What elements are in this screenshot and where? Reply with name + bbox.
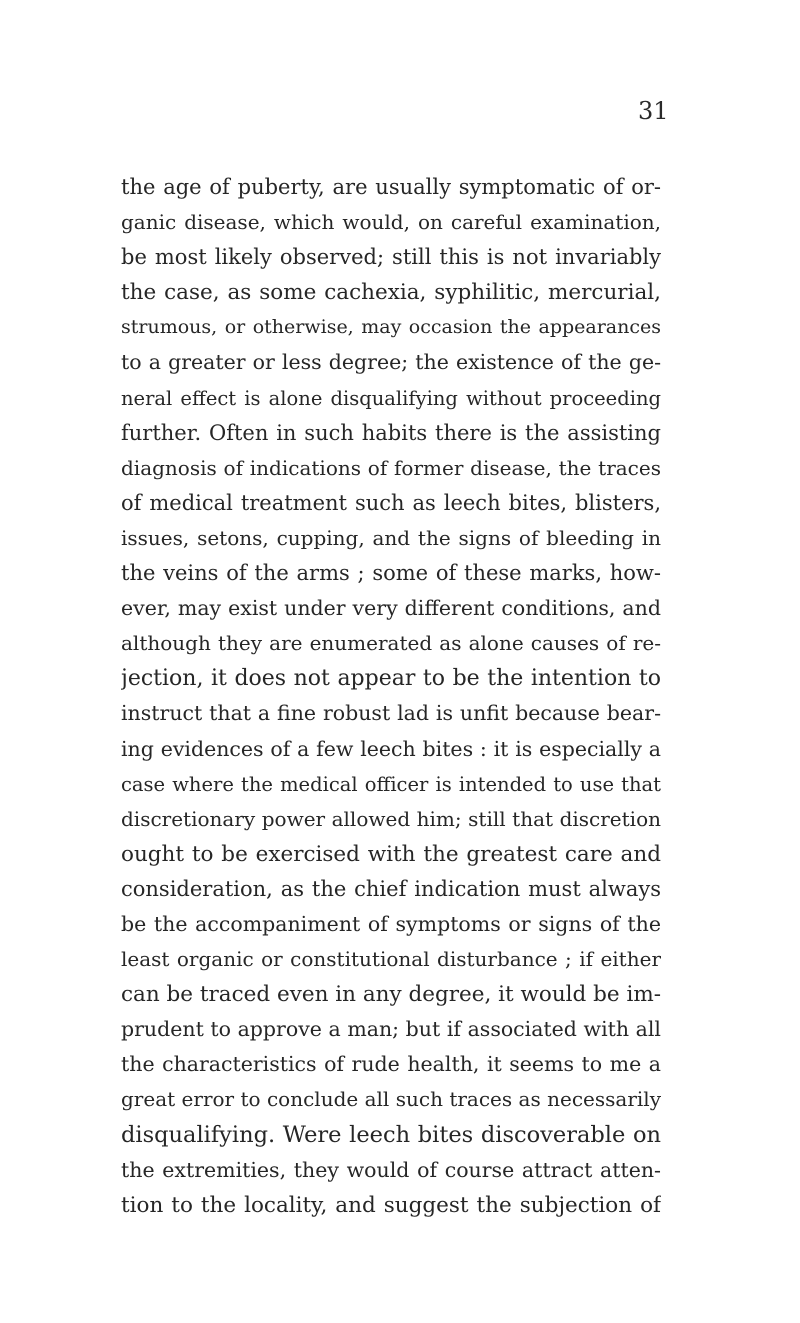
text-line: the age of puberty, are usually symptomatic of or-: [121, 175, 661, 199]
text-line: jection, it does not appear to be the intention to: [121, 666, 661, 692]
text-line: great error to conclude all such traces as necessarily: [121, 1087, 661, 1112]
text-line: issues, setons, cupping, and the signs of bleeding in: [121, 525, 661, 550]
text-line: the veins of the arms ; some of these marks, how-: [121, 561, 661, 586]
page-number: 31: [638, 97, 669, 125]
text-line: neral effect is alone disqualifying without proceeding: [121, 386, 661, 410]
text-line: discretionary power allowed him; still that discretion: [121, 806, 661, 831]
text-line: ever, may exist under very different conditions, and: [121, 596, 661, 621]
text-line: be the accompaniment of symptoms or signs of the: [121, 911, 661, 936]
text-line: although they are enumerated as alone causes of re-: [121, 631, 661, 656]
text-line: can be traced even in any degree, it would be im-: [121, 982, 661, 1008]
text-line: to a greater or less degree; the existence of the ge-: [121, 350, 661, 375]
text-line: prudent to approve a man; but if associated with all: [121, 1017, 661, 1042]
text-line: strumous, or otherwise, may occasion the appearances: [121, 316, 661, 339]
text-line: least organic or constitutional disturbance ; if either: [121, 947, 661, 972]
body-text: [121, 170, 661, 1223]
text-line: case where the medical officer is intended to use that: [121, 772, 661, 796]
text-line: ganic disease, which would, on careful examination,: [121, 210, 661, 235]
text-line: the extremities, they would of course attract atten-: [121, 1157, 661, 1182]
text-line: disqualifying. Were leech bites discoverable on: [121, 1121, 661, 1148]
text-line: be most likely observed; still this is not invariably: [121, 245, 661, 270]
text-line: instruct that a fine robust lad is unfit because bear-: [121, 701, 661, 726]
text-line: tion to the locality, and suggest the subjection of: [121, 1192, 661, 1218]
text-line: the case, as some cachexia, syphilitic, mercurial,: [121, 280, 661, 306]
text-line: consideration, as the chief indication must always: [121, 876, 661, 901]
text-line: diagnosis of indications of former disease, the traces: [121, 455, 661, 480]
text-line: of medical treatment such as leech bites, blisters,: [121, 490, 661, 515]
text-line: the characteristics of rude health, it seems to me a: [121, 1052, 661, 1077]
text-line: further. Often in such habits there is the assisting: [121, 420, 661, 445]
text-line: ought to be exercised with the greatest care and: [121, 841, 661, 867]
text-line: ing evidences of a few leech bites : it is especially a: [121, 736, 661, 761]
